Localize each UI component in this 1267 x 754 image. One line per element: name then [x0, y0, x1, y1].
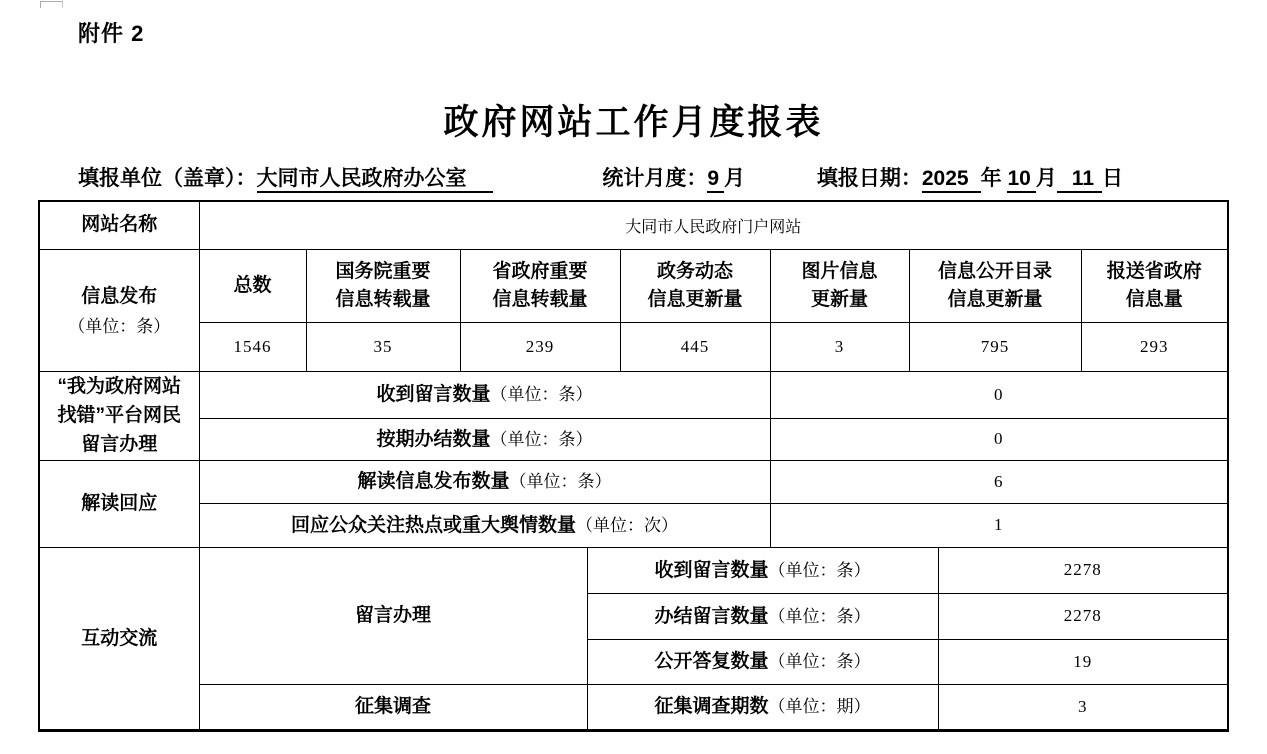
col-header-gov-dynamics-line1: 政务动态	[656, 260, 733, 282]
fill-date-month: 10	[1007, 167, 1035, 193]
interaction-row-3-value: 19	[1073, 651, 1093, 671]
value-provincial-gov-cell	[460, 322, 620, 371]
interpret-row-1-label-cell	[199, 460, 770, 503]
report-table	[38, 200, 1229, 732]
reporting-unit-value: 大同市人民政府办公室	[257, 167, 493, 193]
interpret-row-1-value-cell	[770, 460, 1228, 503]
interaction-section-label: 互动交流	[81, 627, 158, 649]
netizen-row-1-label: 收到留言数量	[376, 383, 491, 405]
info-release-label: 信息发布	[81, 286, 158, 308]
netizen-row-1-value: 0	[994, 384, 1004, 404]
attachment-label: 附件 2	[78, 21, 145, 46]
interaction-row-4	[39, 684, 1228, 730]
interaction-section-label-cell	[39, 547, 199, 730]
statistic-month-label: 统计月度：	[602, 167, 708, 190]
message-handling-group-label: 留言办理	[354, 604, 431, 626]
interaction-row-4-value: 3	[1078, 696, 1088, 716]
interpret-section-label-cell	[39, 460, 199, 547]
interaction-row-2-unit: （单位：条）	[768, 606, 871, 626]
netizen-section-label-cell	[39, 371, 199, 460]
interaction-row-2-value: 2278	[1063, 606, 1102, 626]
interaction-row-1-unit: （单位：条）	[768, 560, 871, 580]
col-header-provincial-gov-line1: 省政府重要	[492, 260, 588, 282]
interaction-row-4-label: 征集调查期数	[654, 696, 769, 718]
interaction-row-4-label-cell	[587, 684, 938, 730]
interaction-row-3-value-cell	[938, 639, 1228, 684]
value-open-catalog: 795	[980, 336, 1010, 356]
survey-group-cell	[199, 684, 587, 730]
col-header-open-catalog	[909, 249, 1081, 322]
interpret-row-2-unit: （单位：次）	[576, 515, 678, 535]
col-header-gov-dynamics	[620, 249, 770, 322]
netizen-row-2-label: 按期办结数量	[376, 428, 491, 450]
interaction-row-1-label: 收到留言数量	[654, 559, 769, 581]
value-report-province: 293	[1140, 336, 1169, 356]
interaction-row-3-label-cell	[587, 639, 938, 684]
col-header-gov-dynamics-line2: 信息更新量	[647, 288, 743, 310]
interpret-row-2-value-cell	[770, 503, 1228, 547]
interpret-row-1	[39, 460, 1228, 503]
fill-date-year: 2025	[922, 167, 981, 193]
col-header-report-province-line1: 报送省政府	[1106, 260, 1202, 282]
col-header-image-info-line1: 图片信息	[801, 260, 878, 282]
value-total: 1546	[233, 336, 272, 356]
message-handling-group-cell	[199, 547, 587, 684]
reporting-unit-group	[78, 162, 493, 193]
col-header-image-info-line2: 更新量	[810, 288, 868, 310]
website-name-value-cell	[199, 201, 1228, 249]
interaction-row-2-label: 办结留言数量	[654, 605, 769, 627]
website-name-label: 网站名称	[81, 214, 158, 235]
netizen-row-2-value: 0	[994, 429, 1004, 449]
col-header-image-info	[770, 249, 909, 322]
value-gov-dynamics-cell	[620, 322, 770, 371]
interaction-row-1-value-cell	[938, 547, 1228, 593]
interpret-row-1-label: 解读信息发布数量	[357, 471, 510, 493]
col-header-state-council-line1: 国务院重要	[335, 260, 431, 282]
value-state-council: 35	[373, 336, 393, 356]
website-name-row	[39, 201, 1228, 249]
value-gov-dynamics: 445	[680, 336, 710, 356]
interpret-row-1-value: 6	[994, 471, 1004, 491]
col-header-state-council	[306, 249, 460, 322]
netizen-row-2-label-cell	[199, 418, 770, 460]
value-state-council-cell	[306, 322, 460, 371]
value-report-province-cell	[1081, 322, 1228, 371]
col-header-provincial-gov-line2: 信息转载量	[492, 288, 588, 310]
col-header-state-council-line2: 信息转载量	[335, 288, 431, 310]
interaction-row-4-value-cell	[938, 684, 1228, 730]
netizen-section-label: “我为政府网站找错”平台网民留言办理	[57, 375, 181, 456]
interaction-row-1-label-cell	[587, 547, 938, 593]
value-open-catalog-cell	[909, 322, 1081, 371]
value-total-cell	[199, 322, 306, 371]
fill-date-day-suffix: 日	[1102, 167, 1123, 190]
info-release-unit: （单位：条）	[68, 316, 171, 336]
website-name-value: 大同市人民政府门户网站	[625, 218, 802, 236]
survey-group-label: 征集调查	[354, 695, 431, 717]
value-image-info: 3	[834, 336, 845, 356]
report-meta-line	[78, 162, 1123, 193]
interaction-row-4-unit: （单位：期）	[768, 697, 871, 717]
interpret-row-2	[39, 503, 1228, 547]
interaction-row-1-value: 2278	[1063, 560, 1102, 580]
statistic-month-suffix: 月	[724, 167, 746, 190]
netizen-row-2	[39, 418, 1228, 460]
reporting-unit-label: 填报单位（盖章）：	[78, 167, 257, 190]
page-title: 政府网站工作月度报表	[443, 103, 824, 142]
col-header-provincial-gov	[460, 249, 620, 322]
fill-date-group	[817, 162, 1123, 193]
interaction-row-1	[39, 547, 1228, 593]
interaction-row-3-label: 公开答复数量	[654, 651, 769, 673]
interaction-row-3-unit: （单位：条）	[768, 652, 871, 672]
netizen-row-1-unit: （单位：条）	[490, 384, 593, 404]
interpret-row-1-unit: （单位：条）	[509, 472, 612, 492]
netizen-row-1-value-cell	[770, 371, 1228, 418]
statistic-month-value: 9	[707, 167, 724, 193]
value-image-info-cell	[770, 322, 909, 371]
col-header-total	[199, 249, 306, 322]
netizen-row-2-value-cell	[770, 418, 1228, 460]
fill-date-month-suffix: 月	[1035, 167, 1057, 190]
fill-date-year-suffix: 年	[980, 167, 1002, 190]
table-corner-artifact	[40, 1, 63, 8]
info-release-values-row	[39, 322, 1228, 371]
interpret-row-2-label: 回应公众关注热点或重大舆情数量	[290, 514, 576, 536]
interpret-row-2-value: 1	[994, 515, 1004, 535]
info-release-header-row	[39, 249, 1228, 322]
col-header-open-catalog-line1: 信息公开目录	[937, 260, 1052, 282]
interaction-row-2-label-cell	[587, 593, 938, 639]
interaction-row-2-value-cell	[938, 593, 1228, 639]
fill-date-day: 11	[1057, 167, 1102, 193]
website-name-label-cell	[39, 201, 199, 249]
interpret-section-label: 解读回应	[81, 493, 158, 515]
statistic-month-group	[602, 162, 745, 193]
fill-date-label: 填报日期：	[816, 167, 922, 190]
col-header-report-province	[1081, 249, 1228, 322]
col-header-open-catalog-line2: 信息更新量	[947, 288, 1043, 310]
info-release-label-cell	[39, 249, 199, 371]
netizen-row-1	[39, 371, 1228, 418]
netizen-row-1-label-cell	[199, 371, 770, 418]
col-header-report-province-line2: 信息量	[1125, 288, 1183, 310]
netizen-row-2-unit: （单位：条）	[490, 429, 593, 449]
interpret-row-2-label-cell	[199, 503, 770, 547]
col-header-total-text: 总数	[233, 274, 272, 296]
value-provincial-gov: 239	[525, 336, 555, 356]
